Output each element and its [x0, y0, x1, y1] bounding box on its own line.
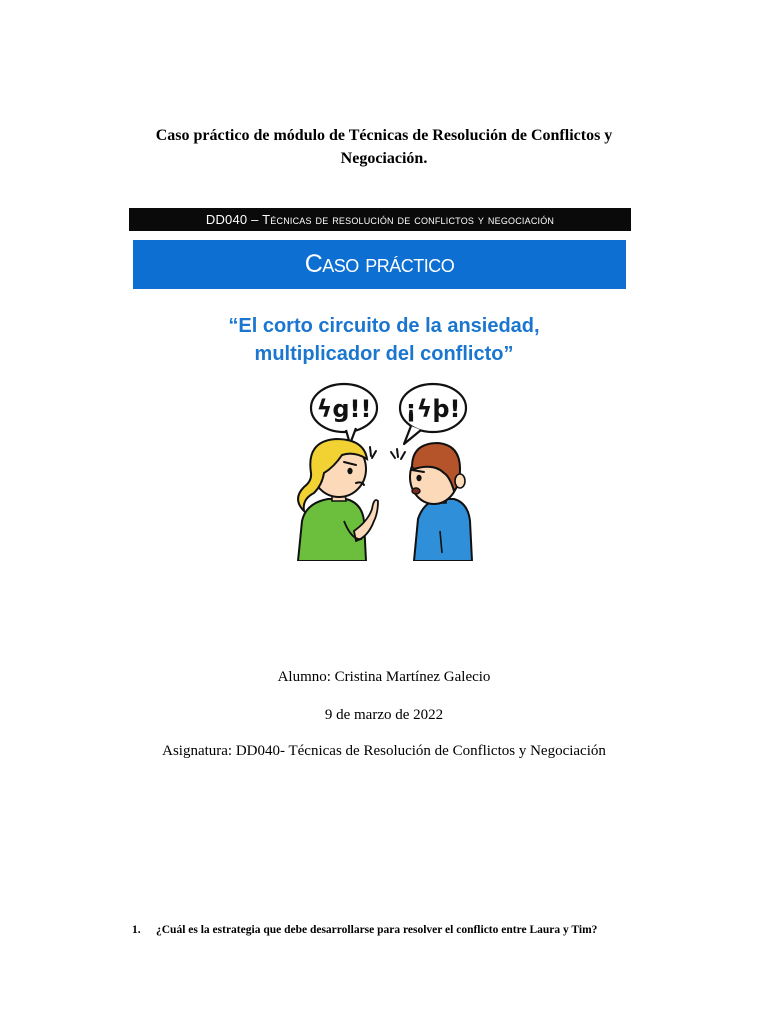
question-item: [132, 922, 692, 938]
document-title-line-1: Caso práctico de módulo de Técnicas de Resolución de Conflictos y: [155, 127, 613, 144]
document-title-line-2: Negociación.: [340, 150, 428, 167]
case-study-title: [150, 312, 618, 368]
speech-right-text: ¡ϟþ!: [405, 395, 461, 423]
case-banner: [133, 240, 626, 289]
course-code-banner: [129, 208, 631, 231]
anger-marks: [362, 447, 405, 459]
girl-figure: [298, 439, 378, 561]
question-number: 1.: [132, 924, 141, 936]
speech-bubble-left: [311, 384, 377, 444]
case-study-title-line-1: “El corto circuito de la ansiedad,: [228, 315, 540, 337]
document-title: [120, 124, 648, 170]
course-code-text: DD040 – Técnicas de resolución de conflictos y negociación: [205, 212, 555, 227]
boy-figure: [410, 443, 472, 561]
student-name: Alumno: Cristina Martínez Galecio: [277, 669, 491, 685]
case-banner-text: Caso práctico: [304, 250, 455, 278]
speech-bubble-right: [400, 384, 466, 444]
document-date: 9 de marzo de 2022: [324, 707, 444, 723]
question-text: ¿Cuál es la estrategia que debe desarrollarse para resolver el conflicto entre Laura y Tim?: [156, 924, 598, 936]
speech-left-text: ϟg!!: [316, 395, 372, 423]
arguing-people-illustration: [284, 381, 484, 561]
subject-line: Asignatura: DD040- Técnicas de Resolución de Conflictos y Negociación: [162, 743, 606, 759]
case-study-title-line-2: multiplicador del conflicto”: [254, 343, 514, 365]
